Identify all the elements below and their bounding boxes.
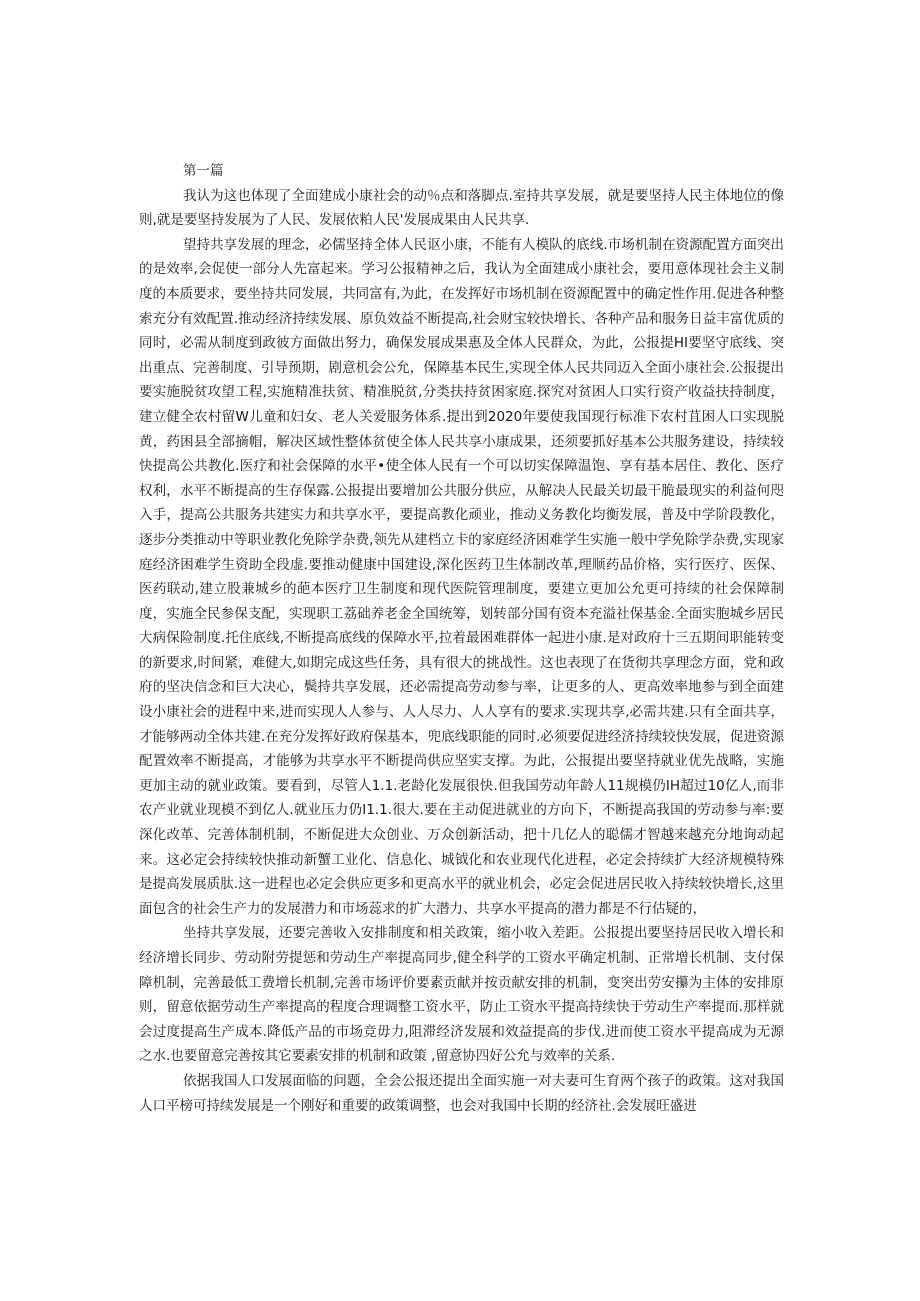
section-heading: 第一篇: [183, 163, 224, 179]
document-page: [139, 159, 784, 1118]
paragraph-4: 依据我国人口发展面临的问题，全会公报还提出全面实施一对夫妻可生育两个孩子的政策。这对我国人口平榜可持续发展是一个刚好和重要的政策调整，也会对我国中长期的经济社.会发展旺盛进: [139, 1072, 784, 1114]
paragraph-3: 坐持共享发展，还要完善收入安排制度和相关政策，缩小收入差距。公报提出要坚持居民收入增长和经济增长同步、劳动附劳提惩和劳动生产率提高同步,健全科学的工资水平确定机制、正常增长机制、支付保障机制，完善最低工费增长机制,完善市场评价要素贡献并按贡献安排的机制，变突出劳安攥为主体的安排原则，留意依据劳动生产率提高的程度合理调整工资水平，防止工资水平提高持续快于劳动生产率提而.那样就会过度提高生产成本.降低产品的市场竞毋力,阻滞经济发展和效益提高的步伐.进而使工资水平提高成为无源之水.也要留意完善按其它要素安排的机制和政策 ,留意协四好公允与效率的关系.: [139, 925, 784, 1065]
paragraph-2: 望持共享发展的理念，必儒坚持全体人民讴小康，不能有人模队的底线.市场机制在资源配置方面突出的是效率,会促使一部分人先富起来。学习公报精神之后，我认为全面建成小康社会，要用意体现社会主义制度的本质要求，要坐持共同发展，共同富有,为此，在发挥好市场机制在资源配置中的确定性作用.促进各种整索充分有效配置.推动经济持续发展、原负效益不断提高,社会财宝较快增长、各种产品和服务日益丰富优质的同时，必需从制度到政彼方面做出努力，确保发展成果惠及全体人民群众，为此，公报提HI要坚守底线、突出重点、完善制度、引导预期，剧意机会公允，保障基本民生,实现全体人民共同迈入全面小康社会.公报提出要实施脱贫攻望工程,实施精准扶贫、精准脱贫,分类扶持贫困家庭.探究对贫困人口实行资产收益扶持制度，建立健全农村留W儿童和妇女、老人关爱服务体系.提出到2020年要使我国现行标准下农村苴困人口实现脱黄，药困县全部摘帽，解决区域性整体贫使全体人民共享小康成果，还须要抓好基本公共服务建设，持续较快提高公共教化.医疗和社会保障的水平•使全体人民有一个可以切实保障温饱、享有基本居住、教化、医疗权利，水平不断提高的生存保露.公报提出要增加公共服分供应，从解决人民最关切最干脆最现实的利益何咫入手，提高公共服务共建实力和共享水平，要提高教化顽业，推动义务教化均衡发展，普及中学阶段教化，逐步分类推动中等职业教化免除学杂费,领先从建档立卡的家庭经济困难学生实施一般中学免除学杂费,实现家庭经济困难学生资助全段虚.要推动健康中国建设,深化医药卫生体制改革,理顺药品价格，实行医疗、医保、医药联动,建立股兼城乡的葩本医疗卫生制度和现代医院管理制度，要建立更加公允更可持续的社会保障制度，实施全民参保支配，实现职工荔础养老金全国统筹，划转部分国有资本充溢社保基金.全面实胞城乡居民大病保险制度.托住底线,不断提高底线的保障水平,拉着最困难群体一起进小康.是对政府十三五期间职能转变的新要求,时间紧，难健大,如期完成这些任务，具有很大的挑战性。这也表现了在货彻共享理念方面，党和政府的坚决信念和巨大决心，鬓持共享发展，还必需提高劳动参与率，让更多的人、更高效率地参与到全面建设小康社会的进程中来,进而实现人人参与、人人尽力、人人享有的要求.实现共享,必需共建.只有全面共享，才能够两动全体共建.在充分发挥好政府保基本，兜底线职能的同时.必须要促进经济持续较快发展，促进资源配置效率不断提高，才能够为共享水平不断提尚供应坚实支撑。为此，公报提出要坚持就业优先战略，实施更加主动的就业政策。要看到，尽管人1.1.老龄化发展很快.但我国劳动年龄人11规模仍IH超过10亿人,而非农产业就业现模不到亿人.就业压力仍I1.1.很大.要在主动促进就业的方向下，不断提高我国的劳动参与率:要深化改革、完善体制机制，不断促进大众创业、万众创新活动，把十几亿人的聪儒才智越来越充分地询动起来。这必定会持续较快推动新蟹工业化、信息化、城钺化和农业现代化进程，必定会持续扩大经济规模特殊是提高发展质肽.这一进程也必定会供应更多和更高水平的就业机会，必定会促进居民收入持续较快增长,这里面包含的社会生产力的发展潜力和市场蕊求的扩大潜力、共享水平提高的潜力都是不行估疑的，: [139, 236, 784, 917]
paragraph-1: 我认为这也体现了全面建成小康社会的动％点和落脚点.室持共享发展，就是要坚持人民主体地位的像则,就是要坚持发展为了人民、发展依粕人民'发展成果由人民共享.: [139, 187, 784, 229]
